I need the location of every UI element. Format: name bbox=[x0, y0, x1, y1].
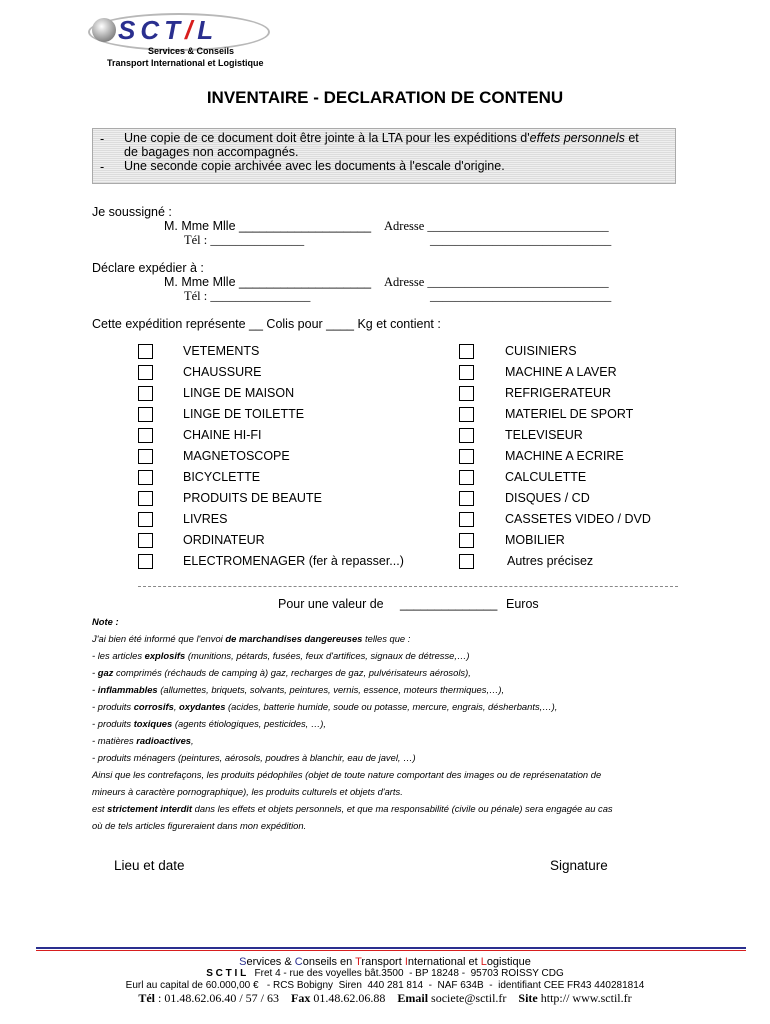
note-item-radioactive: - matières radioactives, bbox=[92, 735, 194, 746]
item-label: VETEMENTS bbox=[183, 344, 260, 358]
item-label: MAGNETOSCOPE bbox=[183, 449, 290, 463]
footer-legal: Eurl au capital de 60.000,00 € - RCS Bobigny Siren 440 281 814 - NAF 634B - identifiant CEE FR43 440281814 bbox=[125, 980, 645, 991]
checkbox-produits-de-beaute[interactable] bbox=[138, 491, 153, 506]
recipient-address-field-2[interactable]: _____________________________ bbox=[430, 289, 612, 303]
item-label: MACHINE A ECRIRE bbox=[505, 449, 624, 463]
item-label: DISQUES / CD bbox=[505, 491, 590, 505]
page-title: INVENTAIRE - DECLARATION DE CONTENU bbox=[206, 88, 564, 107]
note-item-corrosives: - produits corrosifs, oxydantes (acides, batterie humide, soude ou potasse, mercure, engrais, désherbants,…), bbox=[92, 701, 558, 712]
item-label: MACHINE A LAVER bbox=[505, 365, 617, 379]
checkbox-machine-a-laver[interactable] bbox=[459, 365, 474, 380]
recipient-heading: Déclare expédier à : bbox=[92, 261, 204, 275]
sender-heading: Je soussigné : bbox=[92, 205, 172, 219]
note-item-explosives: - les articles explosifs (munitions, pétards, fusées, feux d'artifices, signaux de détresse,…) bbox=[92, 650, 470, 661]
checkbox-materiel-de-sport[interactable] bbox=[459, 407, 474, 422]
place-date-label[interactable]: Lieu et date bbox=[114, 858, 185, 873]
item-label: CASSETES VIDEO / DVD bbox=[505, 512, 651, 526]
checkbox-chaussure[interactable] bbox=[138, 365, 153, 380]
checkbox-magnetoscope[interactable] bbox=[138, 449, 153, 464]
item-label: ORDINATEUR bbox=[183, 533, 265, 547]
sender-name-field[interactable]: M. Mme Mlle ___________________ bbox=[164, 219, 372, 233]
checkbox-livres[interactable] bbox=[138, 512, 153, 527]
separator-line bbox=[138, 586, 678, 587]
globe-icon bbox=[92, 18, 116, 42]
item-label: LINGE DE MAISON bbox=[183, 386, 295, 400]
checkbox-linge-de-toilette[interactable] bbox=[138, 407, 153, 422]
logo-brand: SCT/L bbox=[118, 15, 219, 45]
item-label: LINGE DE TOILETTE bbox=[183, 407, 305, 421]
item-label: ELECTROMENAGER (fer à repasser...) bbox=[183, 554, 404, 568]
checkbox-bicyclette[interactable] bbox=[138, 470, 153, 485]
footer-address: S C T I L Fret 4 - rue des voyelles bât.3500 - BP 18248 - 95703 ROISSY CDG bbox=[206, 968, 564, 979]
footer-contact: Tél : 01.48.62.06.40 / 57 / 63 Fax 01.48.62.06.88 Email societe@sctil.fr Site http:// www.sctil.fr bbox=[138, 991, 632, 1005]
checkbox-televiseur[interactable] bbox=[459, 428, 474, 443]
signature-label[interactable]: Signature bbox=[550, 858, 608, 873]
item-label: CHAUSSURE bbox=[183, 365, 262, 379]
checkbox-calculette[interactable] bbox=[459, 470, 474, 485]
item-label: CALCULETTE bbox=[505, 470, 587, 484]
item-label: BICYCLETTE bbox=[183, 470, 261, 484]
note-counterfeit-2: mineurs à caractère pornographique), les produits culturels et objets d'arts. bbox=[92, 786, 403, 797]
item-label: LIVRES bbox=[183, 512, 228, 526]
item-label: PRODUITS DE BEAUTE bbox=[183, 491, 322, 505]
sender-address-field-2[interactable]: _____________________________ bbox=[430, 233, 612, 247]
checkbox-cuisiniers[interactable] bbox=[459, 344, 474, 359]
value-currency: Euros bbox=[506, 597, 539, 611]
checkbox-disques-cd[interactable] bbox=[459, 491, 474, 506]
checkbox-ordinateur[interactable] bbox=[138, 533, 153, 548]
footer-rule-red bbox=[36, 950, 746, 951]
item-label: MATERIEL DE SPORT bbox=[505, 407, 634, 421]
logo-line2: Transport International et Logistique bbox=[107, 58, 264, 68]
item-label: CUISINIERS bbox=[505, 344, 577, 358]
note-prohibition-2: où de tels articles figureraient dans mon expédition. bbox=[92, 820, 307, 831]
item-label: CHAINE HI-FI bbox=[183, 428, 262, 442]
value-label: Pour une valeur de bbox=[278, 597, 384, 611]
checkbox-vetements[interactable] bbox=[138, 344, 153, 359]
note-item-toxic: - produits toxiques (agents étiologiques, pesticides, …), bbox=[92, 718, 326, 729]
sender-tel-field[interactable]: Tél : _______________ bbox=[184, 233, 305, 247]
checkbox-autres-pr-cisez[interactable] bbox=[459, 554, 474, 569]
checkbox-machine-a-ecrire[interactable] bbox=[459, 449, 474, 464]
item-label: REFRIGERATEUR bbox=[505, 386, 612, 400]
notice-dash: - bbox=[100, 132, 105, 146]
note-item-gas: - gaz comprimés (réchauds de camping à) gaz, recharges de gaz, pulvérisateurs aérosols), bbox=[92, 667, 471, 678]
item-label: TELEVISEUR bbox=[505, 428, 583, 442]
shipment-line[interactable]: Cette expédition représente __ Colis pour ____ Kg et contient : bbox=[92, 317, 441, 331]
notice-dash: - bbox=[100, 160, 105, 174]
note-intro: J'ai bien été informé que l'envoi de marchandises dangereuses telles que : bbox=[92, 633, 411, 644]
note-prohibition-1: est strictement interdit dans les effets et objets personnels, et que ma responsabilité (civile ou pénale) sera engagée au cas bbox=[92, 803, 613, 814]
recipient-address-field[interactable]: Adresse _____________________________ bbox=[384, 275, 609, 289]
footer-company-name: Services & Conseils en Transport International et Logistique bbox=[239, 956, 531, 968]
footer-rule-blue bbox=[36, 947, 746, 949]
recipient-tel-field[interactable]: Tél : ________________ bbox=[184, 289, 311, 303]
checkbox-chaine-hi-fi[interactable] bbox=[138, 428, 153, 443]
logo-line1: Services & Conseils bbox=[148, 46, 235, 56]
note-item-household: - produits ménagers (peintures, aérosols, poudres à blanchir, eau de javel, …) bbox=[92, 752, 416, 763]
item-label: Autres précisez bbox=[507, 554, 594, 568]
item-label: MOBILIER bbox=[505, 533, 565, 547]
value-field[interactable]: ______________ bbox=[400, 597, 498, 611]
checkbox-mobilier[interactable] bbox=[459, 533, 474, 548]
checkbox-cassetes-video-dvd[interactable] bbox=[459, 512, 474, 527]
checkbox-electromenager-fer-repasser[interactable] bbox=[138, 554, 153, 569]
note-item-flammables: - inflammables (allumettes, briquets, solvants, peintures, vernis, essence, moteurs thermiques,…), bbox=[92, 684, 505, 695]
note-counterfeit-1: Ainsi que les contrefaçons, les produits pédophiles (objet de toute nature comportant des images ou de représenatation de bbox=[92, 769, 602, 780]
notice-line-2: de bagages non accompagnés. bbox=[124, 145, 299, 159]
checkbox-linge-de-maison[interactable] bbox=[138, 386, 153, 401]
notice-line-3: Une seconde copie archivée avec les documents à l'escale d'origine. bbox=[124, 159, 505, 173]
sender-address-field[interactable]: Adresse _____________________________ bbox=[384, 219, 609, 233]
checkbox-refrigerateur[interactable] bbox=[459, 386, 474, 401]
note-heading: Note : bbox=[92, 616, 119, 627]
notice-line-1: Une copie de ce document doit être jointe à la LTA pour les expéditions d'effets personnels et bbox=[124, 131, 639, 145]
recipient-name-field[interactable]: M. Mme Mlle ___________________ bbox=[164, 275, 372, 289]
